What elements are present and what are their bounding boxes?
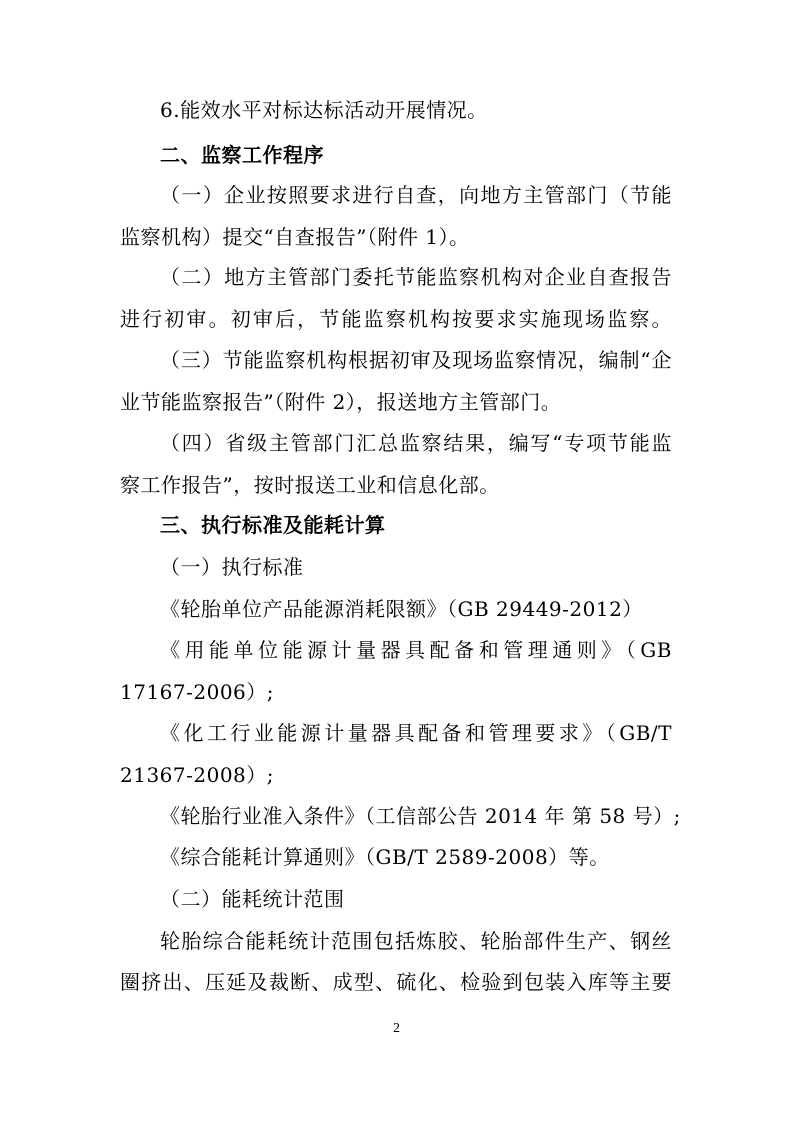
paragraph-scope-line-1: 轮胎综合能耗统计范围包括炼胶、轮胎部件生产、钢丝 (160, 929, 672, 953)
paragraph-step-2-line-1: （二）地方主管部门委托节能监察机构对企业自查报告 (160, 265, 672, 289)
subheading-statistics-scope: （二）能耗统计范围 (160, 887, 345, 911)
paragraph-step-3-line-1: （三）节能监察机构根据初审及现场监察情况，编制“企 (160, 348, 672, 372)
paragraph-step-1-line-1: （一）企业按照要求进行自查，向地方主管部门（节能 (160, 183, 672, 207)
page-number: 2 (393, 1021, 400, 1036)
paragraph-step-4-line-1: （四）省级主管部门汇总监察结果，编写“专项节能监 (160, 431, 672, 455)
paragraph-step-1-line-2: 监察机构）提交“自查报告”（附件 1）。 (120, 225, 470, 249)
paragraph-step-2-line-2: 进行初审。初审后，节能监察机构按要求实施现场监察。 (120, 307, 672, 331)
paragraph-scope-line-2: 圈挤出、压延及裁断、成型、硫化、检验到包装入库等主要 (120, 970, 672, 994)
standard-metering-general-line-1: 《用能单位能源计量器具配备和管理通则》（GB (160, 638, 672, 662)
item-6-energy-efficiency: 6.能效水平对标达标活动开展情况。 (160, 98, 488, 122)
standard-tire-industry-access: 《轮胎行业准入条件》（工信部公告 2014 年 第 58 号）; (160, 804, 681, 828)
section-heading-procedure: 二、监察工作程序 (160, 143, 324, 167)
paragraph-step-3-line-2: 业节能监察报告”（附件 2），报送地方主管部门。 (120, 390, 562, 414)
subheading-standards: （一）执行标准 (160, 555, 304, 579)
standard-tire-energy-limit: 《轮胎单位产品能源消耗限额》（GB 29449-2012） (160, 597, 643, 621)
standard-comprehensive-energy: 《综合能耗计算通则》（GB/T 2589-2008）等。 (160, 845, 610, 869)
standard-chemical-metering-line-2: 21367-2008）; (120, 763, 275, 787)
paragraph-step-4-line-2: 察工作报告”，按时报送工业和信息化部。 (120, 473, 500, 497)
standard-chemical-metering-line-1: 《化工行业能源计量器具配备和管理要求》（GB/T (160, 721, 672, 745)
section-heading-standards: 三、执行标准及能耗计算 (160, 513, 386, 537)
standard-metering-general-line-2: 17167-2006）; (120, 680, 275, 704)
